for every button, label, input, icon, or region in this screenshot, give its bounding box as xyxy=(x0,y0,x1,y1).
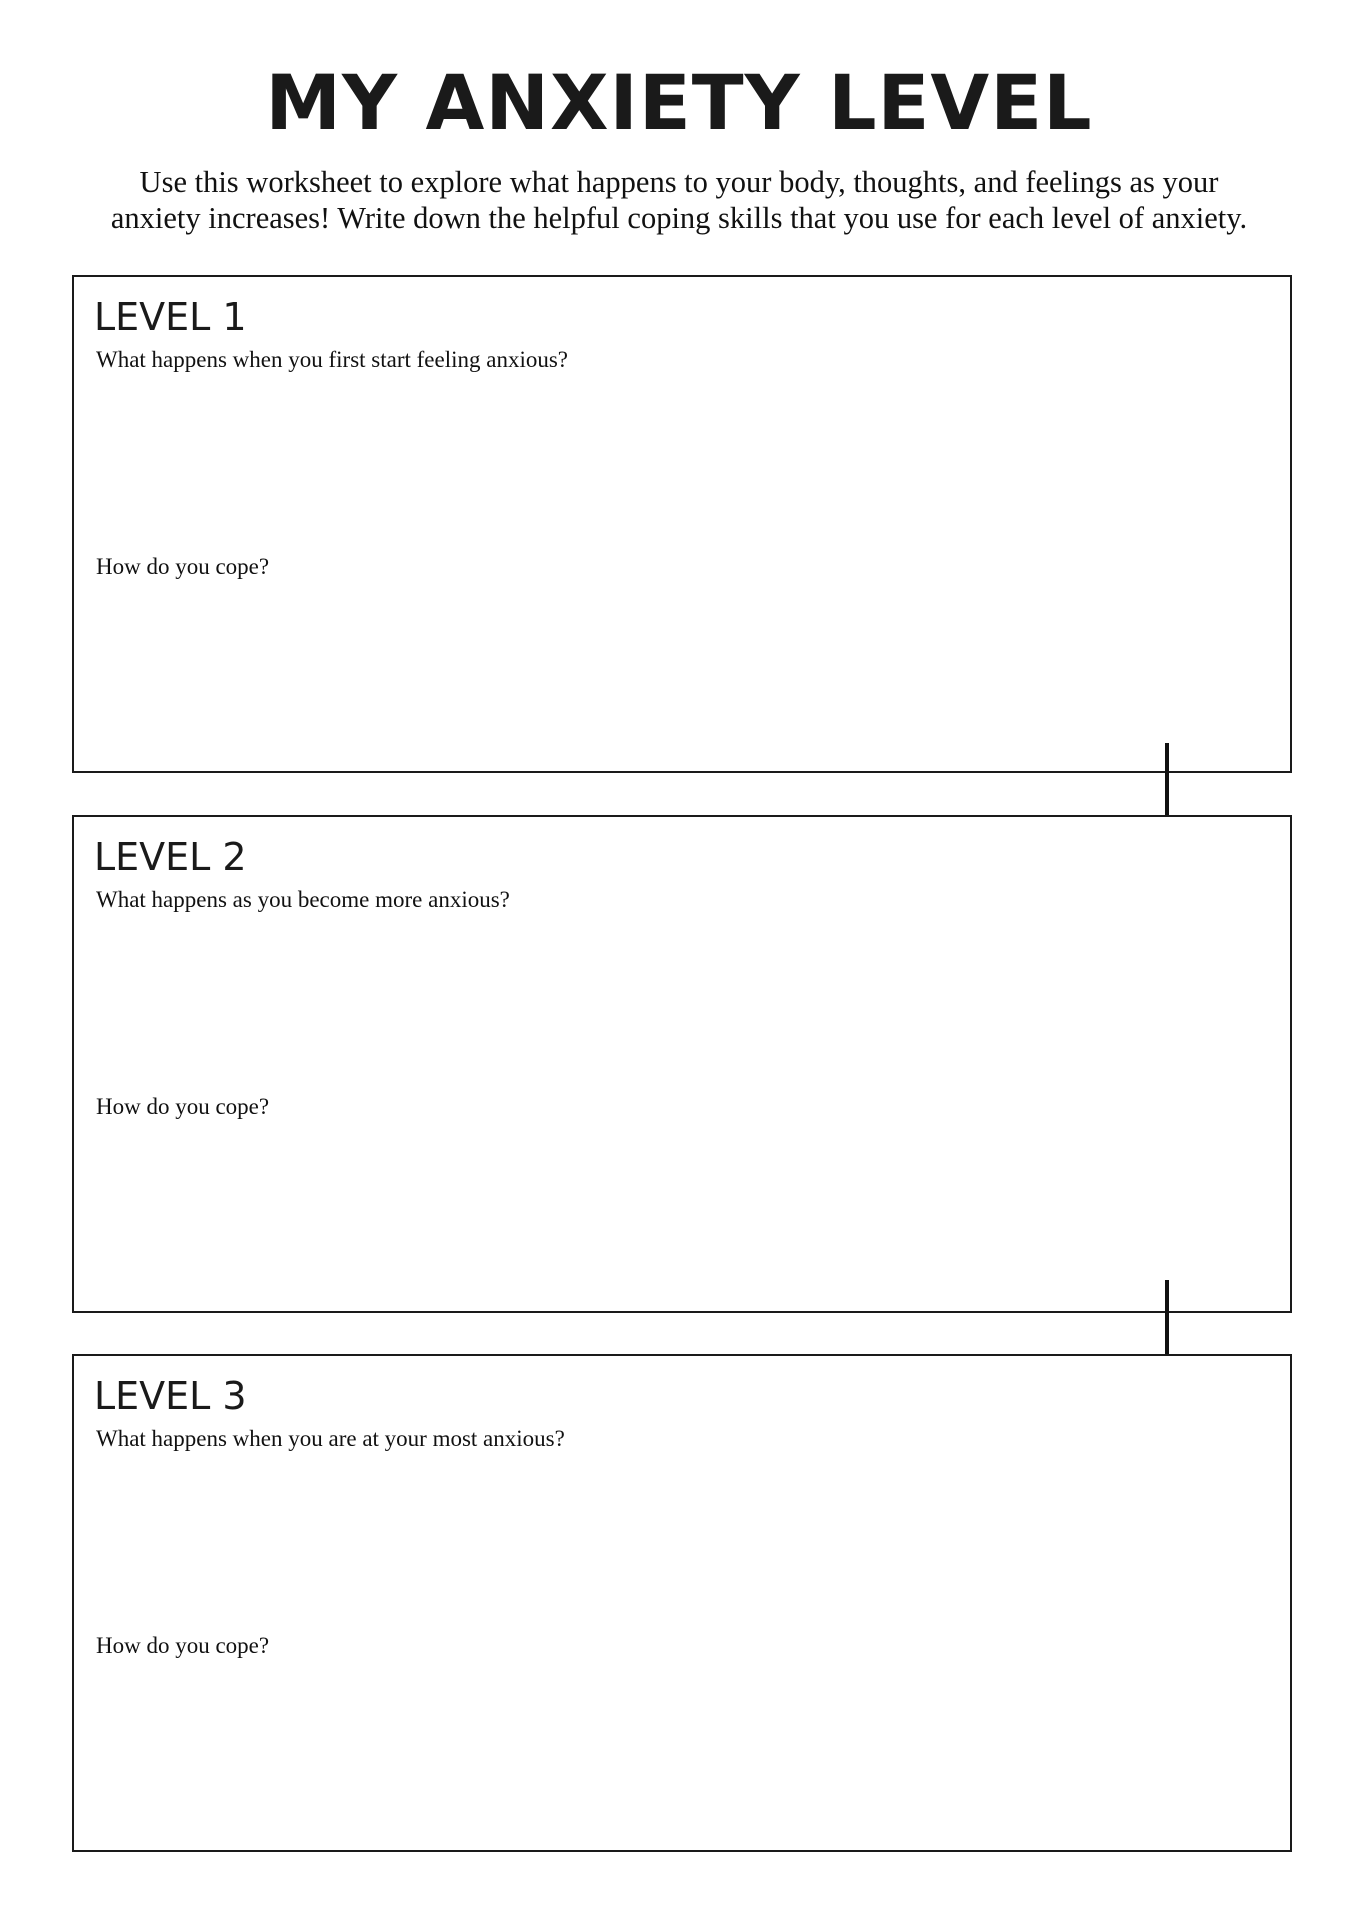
level-2-box[interactable] xyxy=(72,815,1292,1313)
level-2-title: LEVEL 2 xyxy=(94,835,247,879)
level-2-question: What happens as you become more anxious? xyxy=(96,887,510,912)
level-3-question: What happens when you are at your most anxious? xyxy=(96,1426,565,1451)
level-1-title: LEVEL 1 xyxy=(94,295,247,339)
page-title: MY ANXIETY LEVEL xyxy=(265,58,1093,147)
level-3-title: LEVEL 3 xyxy=(94,1374,247,1418)
level-1-question: What happens when you first start feeling anxious? xyxy=(96,347,569,372)
level-3-box[interactable] xyxy=(72,1354,1292,1852)
intro-line-2: anxiety increases! Write down the helpful coping skills that you use for each level of anxiety. xyxy=(110,201,1248,235)
level-1-box[interactable] xyxy=(72,275,1292,773)
level-2-cope-prompt: How do you cope? xyxy=(96,1094,270,1119)
level-1-cope-prompt: How do you cope? xyxy=(96,554,270,579)
intro-text xyxy=(60,164,1298,236)
level-3-cope-prompt: How do you cope? xyxy=(96,1633,270,1658)
intro-line-1: Use this worksheet to explore what happens to your body, thoughts, and feelings as your xyxy=(139,165,1219,199)
